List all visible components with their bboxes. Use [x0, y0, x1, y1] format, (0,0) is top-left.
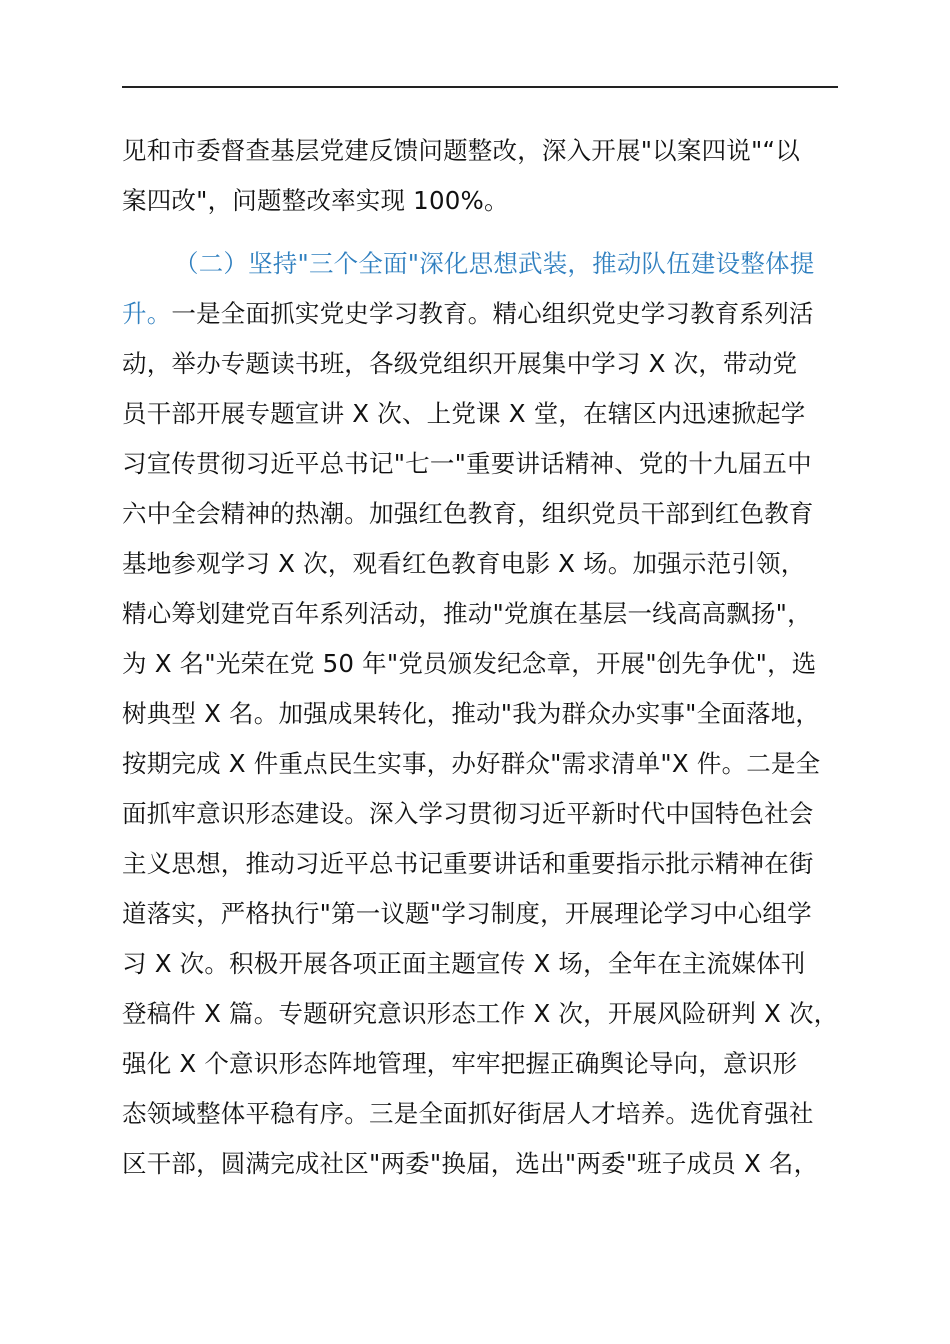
text-line: 基地参观学习 X 次，观看红色教育电影 X 场。加强示范引领， [122, 549, 806, 578]
text-line: 案四改"，问题整改率实现 100%。 [122, 186, 509, 215]
text-line: 面抓牢意识形态建设。深入学习贯彻习近平新时代中国特色社会 [122, 799, 814, 828]
text-line: 动，举办专题读书班，各级党组织开展集中学习 X 次，带动党 [122, 349, 798, 378]
text-line: 登稿件 X 篇。专题研究意识形态工作 X 次，开展风险研判 X 次， [122, 999, 839, 1028]
paragraph-1 [122, 126, 838, 226]
text-line: 态领域整体平稳有序。三是全面抓好街居人才培养。选优育强社 [122, 1099, 814, 1128]
section-heading: （二）坚持"三个全面"深化思想武装，推动队伍建设整体提 [174, 249, 815, 278]
text-line [122, 239, 838, 289]
text-line: 习 X 次。积极开展各项正面主题宣传 X 场，全年在主流媒体刊 [122, 949, 806, 978]
text-line: 习宣传贯彻习近平总书记"七一"重要讲话精神、党的十九届五中 [122, 449, 812, 478]
text-line: 为 X 名"光荣在党 50 年"党员颁发纪念章，开展"创先争优"，选 [122, 649, 817, 678]
text-line: 六中全会精神的热潮。加强红色教育，组织党员干部到红色教育 [122, 499, 814, 528]
section-heading-end: 升。 [122, 299, 172, 328]
text-line: 区干部，圆满完成社区"两委"换届，选出"两委"班子成员 X 名， [122, 1149, 819, 1178]
text-line: 精心筹划建党百年系列活动，推动"党旗在基层一线高高飘扬"， [122, 599, 812, 628]
text-line: 员干部开展专题宣讲 X 次、上党课 X 堂，在辖区内迅速掀起学 [122, 399, 806, 428]
text-line: 主义思想，推动习近平总书记重要讲话和重要指示批示精神在街 [122, 849, 814, 878]
text-line: 强化 X 个意识形态阵地管理，牢牢把握正确舆论导向，意识形 [122, 1049, 798, 1078]
text-line: 道落实，严格执行"第一议题"学习制度，开展理论学习中心组学 [122, 899, 812, 928]
body-text: 一是全面抓实党史学习教育。精心组织党史学习教育系列活 [171, 299, 814, 328]
text-line: 按期完成 X 件重点民生实事，办好群众"需求清单"X 件。二是全 [122, 749, 821, 778]
text-line: 树典型 X 名。加强成果转化，推动"我为群众办实事"全面落地， [122, 699, 821, 728]
text-line [122, 289, 838, 339]
paragraph-2 [122, 239, 838, 1189]
paragraph-gap [122, 226, 838, 239]
document-body [122, 126, 838, 1189]
header-rule [122, 86, 838, 88]
text-line: 见和市委督查基层党建反馈问题整改，深入开展"以案四说"“以 [122, 136, 801, 165]
